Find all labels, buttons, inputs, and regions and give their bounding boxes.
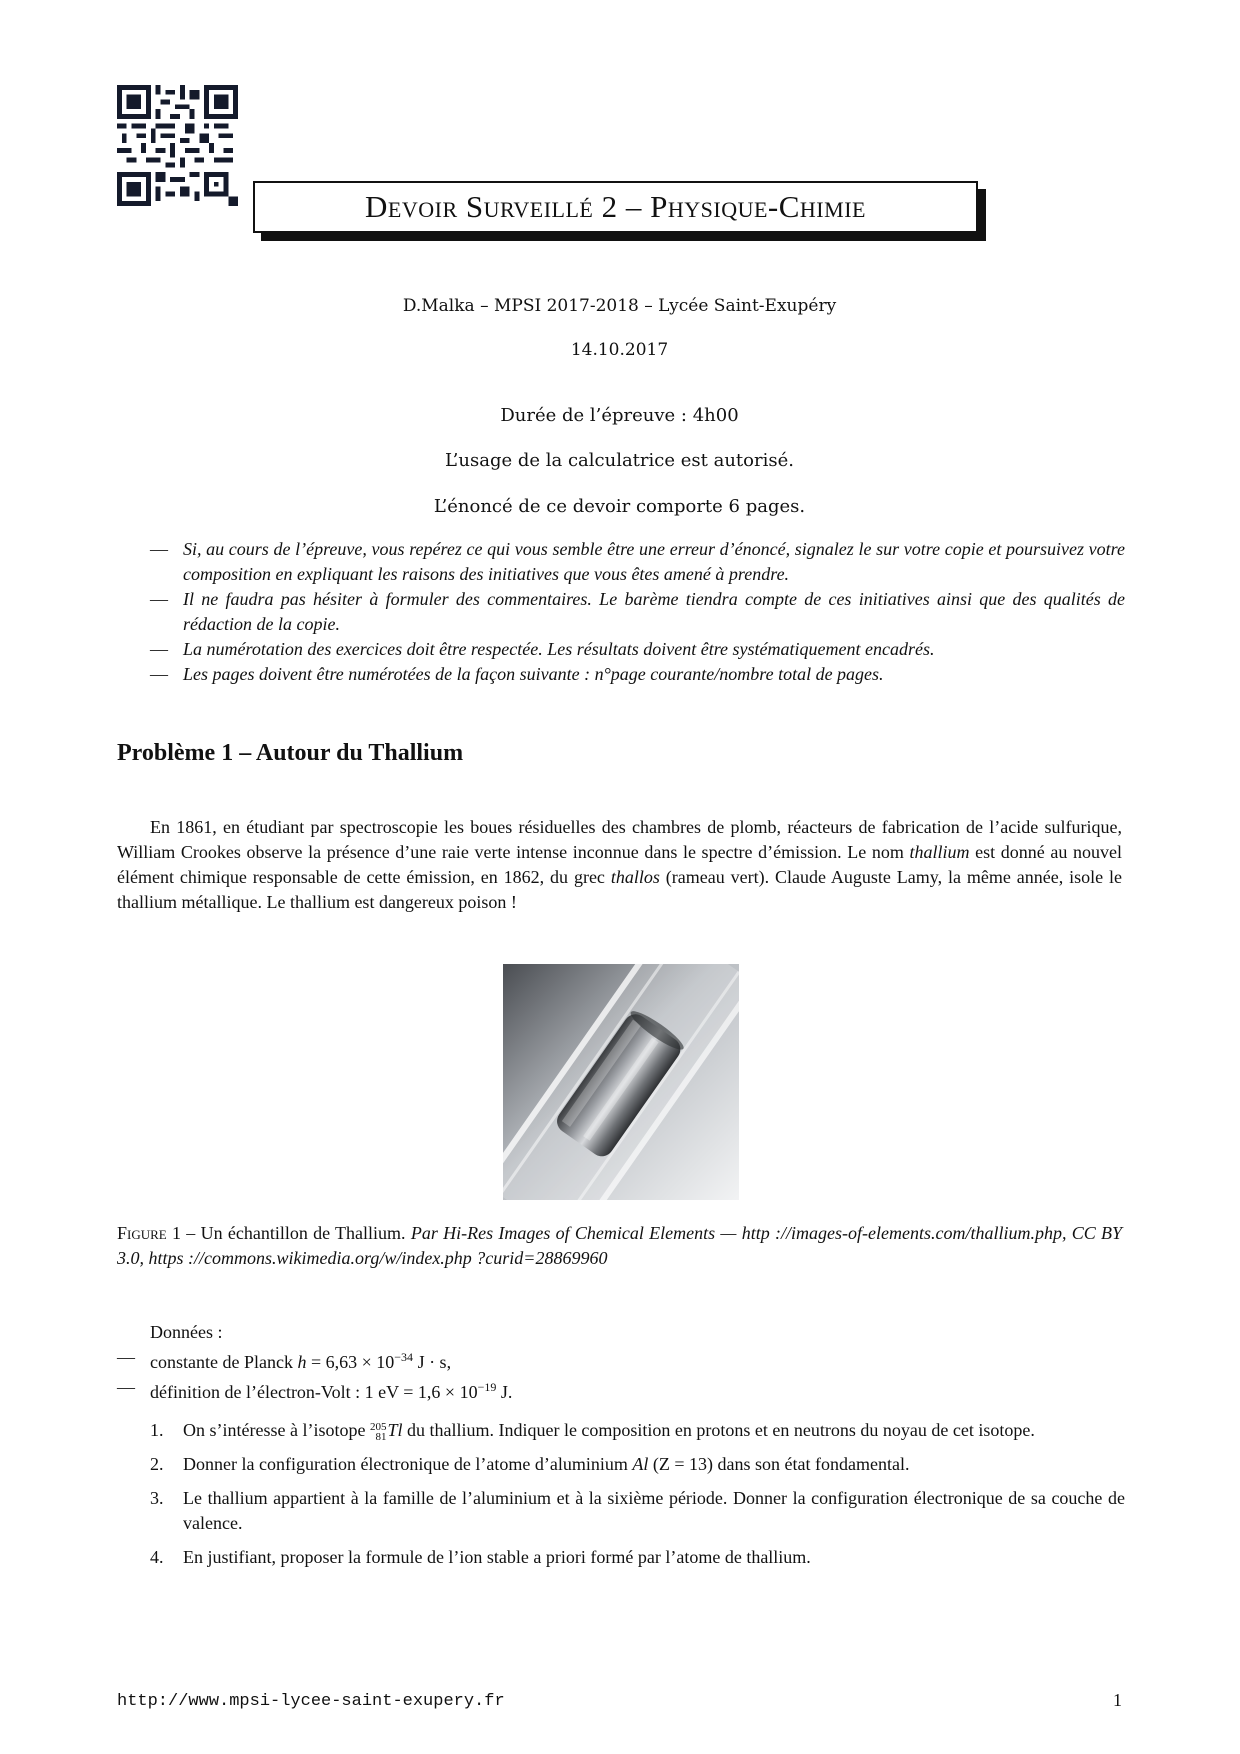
caption-credit: Par Hi-Res Images of Chemical Elements — http ://images-of-elements.com/thallium.php, CC BY 3.0, https ://commons.wikimedia.org/w/index.php ?curid=28869960 bbox=[117, 1223, 1123, 1268]
data-text: définition de l’électron-Volt : 1 eV = 1,6 × 10 bbox=[150, 1382, 478, 1402]
question-item bbox=[150, 1452, 1125, 1477]
data-item-planck bbox=[117, 1345, 1122, 1375]
instruction-text: Si, au cours de l’épreuve, vous repérez ce qui vous semble être une erreur d’énoncé, signalez le sur votre copie et poursuivez votre composition en expliquant les raisons des initiatives que vous êtes amené à prendre. bbox=[183, 539, 1125, 584]
element-symbol: Tl bbox=[387, 1420, 403, 1440]
intro-emphasis: thallos bbox=[610, 867, 660, 887]
question-item bbox=[150, 1418, 1125, 1443]
thallium-sample-image bbox=[503, 964, 739, 1200]
question-text: du thallium. Indiquer le composition en protons et en neutrons du noyau de cet isotope. bbox=[402, 1420, 1035, 1440]
instruction-item bbox=[150, 662, 1125, 687]
caption-separator: – bbox=[181, 1223, 201, 1243]
question-number: 1. bbox=[150, 1420, 164, 1440]
question-number: 3. bbox=[150, 1488, 164, 1508]
data-unit: J · s, bbox=[413, 1352, 452, 1372]
instruction-text: La numérotation des exercices doit être respectée. Les résultats doivent être systématiquement encadrés. bbox=[183, 639, 935, 659]
instruction-item bbox=[150, 637, 1125, 662]
dash-bullet: — bbox=[150, 539, 168, 559]
question-number: 4. bbox=[150, 1547, 164, 1567]
title-box bbox=[253, 181, 978, 233]
caption-text: Un échantillon de Thallium. bbox=[200, 1223, 411, 1243]
instructions-list bbox=[150, 537, 1125, 687]
instruction-item bbox=[150, 587, 1125, 637]
problem-title: Problème 1 – Autour du Thallium bbox=[117, 740, 464, 766]
page-title: Devoir Surveillé 2 – Physique-Chimie bbox=[365, 189, 866, 224]
question-text: (Z = 13) dans son état fondamental. bbox=[648, 1454, 910, 1474]
question-text: Donner la configuration électronique de l’atome d’aluminium bbox=[183, 1454, 633, 1474]
question-text: On s’intéresse à l’isotope bbox=[183, 1420, 370, 1440]
intro-emphasis: thallium bbox=[909, 842, 970, 862]
element-symbol: Al bbox=[632, 1454, 649, 1474]
figure-label: Figure 1 bbox=[117, 1223, 182, 1243]
footer-url: http://www.mpsi-lycee-saint-exupery.fr bbox=[117, 1692, 505, 1711]
dash-bullet: — bbox=[150, 664, 168, 684]
author-line: D.Malka – MPSI 2017-2018 – Lycée Saint-Exupéry bbox=[402, 296, 837, 316]
math-symbol: h bbox=[297, 1352, 307, 1372]
data-unit: J. bbox=[496, 1382, 513, 1402]
questions-list bbox=[150, 1418, 1125, 1579]
instruction-text: Les pages doivent être numérotées de la façon suivante : n°page courante/nombre total de pages. bbox=[183, 664, 884, 684]
dash-bullet: — bbox=[117, 1377, 135, 1397]
question-item bbox=[150, 1486, 1125, 1536]
exponent: −34 bbox=[394, 1350, 414, 1364]
exam-date: 14.10.2017 bbox=[570, 340, 669, 360]
intro-text: En 1861, en étudiant par spectroscopie les boues résiduelles des chambres de plomb, réacteurs de fabrication de l’acide sulfurique, William Crookes observe la présence d’une raie verte intense inconnue dans le spectre d’émission. Le nom bbox=[117, 817, 1122, 862]
exponent: −19 bbox=[477, 1380, 497, 1394]
data-text: constante de Planck bbox=[150, 1352, 298, 1372]
data-item-ev bbox=[117, 1375, 1122, 1405]
question-item bbox=[150, 1545, 1125, 1570]
intro-text: (rameau vert). Claude Auguste Lamy, la même année, isole le thallium métallique. Le thallium est dangereux poison ! bbox=[117, 867, 1122, 912]
data-label: Données : bbox=[150, 1322, 223, 1342]
calculator-note: L’usage de la calculatrice est autorisé. bbox=[445, 450, 794, 471]
instruction-text: Il ne faudra pas hésiter à formuler des commentaires. Le barème tiendra compte de ces initiatives ainsi que des qualités de rédaction de la copie. bbox=[183, 589, 1125, 634]
dash-bullet: — bbox=[150, 589, 168, 609]
problem-intro bbox=[117, 815, 1122, 915]
data-value: = 6,63 × 10 bbox=[306, 1352, 395, 1372]
dash-bullet: — bbox=[150, 639, 168, 659]
qr-code-icon bbox=[117, 85, 238, 206]
atomic-number: 81 bbox=[375, 1430, 387, 1443]
title-block bbox=[253, 181, 986, 241]
isotope-notation bbox=[370, 1422, 387, 1442]
page-number: 1 bbox=[1113, 1690, 1122, 1710]
intro-text: est donné au nouvel élément chimique responsable de cette émission, en 1862, du grec bbox=[117, 842, 1122, 887]
data-block bbox=[117, 1320, 1122, 1405]
mass-number: 205 bbox=[369, 1420, 387, 1433]
question-number: 2. bbox=[150, 1454, 164, 1474]
figure-caption bbox=[117, 1221, 1122, 1271]
dash-bullet: — bbox=[117, 1347, 135, 1367]
instruction-item bbox=[150, 537, 1125, 587]
question-text: Le thallium appartient à la famille de l’aluminium et à la sixième période. Donner la configuration électronique de sa couche de valence. bbox=[183, 1488, 1125, 1533]
exam-duration: Durée de l’épreuve : 4h00 bbox=[500, 405, 739, 426]
question-text: En justifiant, proposer la formule de l’ion stable a priori formé par l’atome de thallium. bbox=[183, 1547, 811, 1567]
page-count-note: L’énoncé de ce devoir comporte 6 pages. bbox=[433, 496, 806, 517]
